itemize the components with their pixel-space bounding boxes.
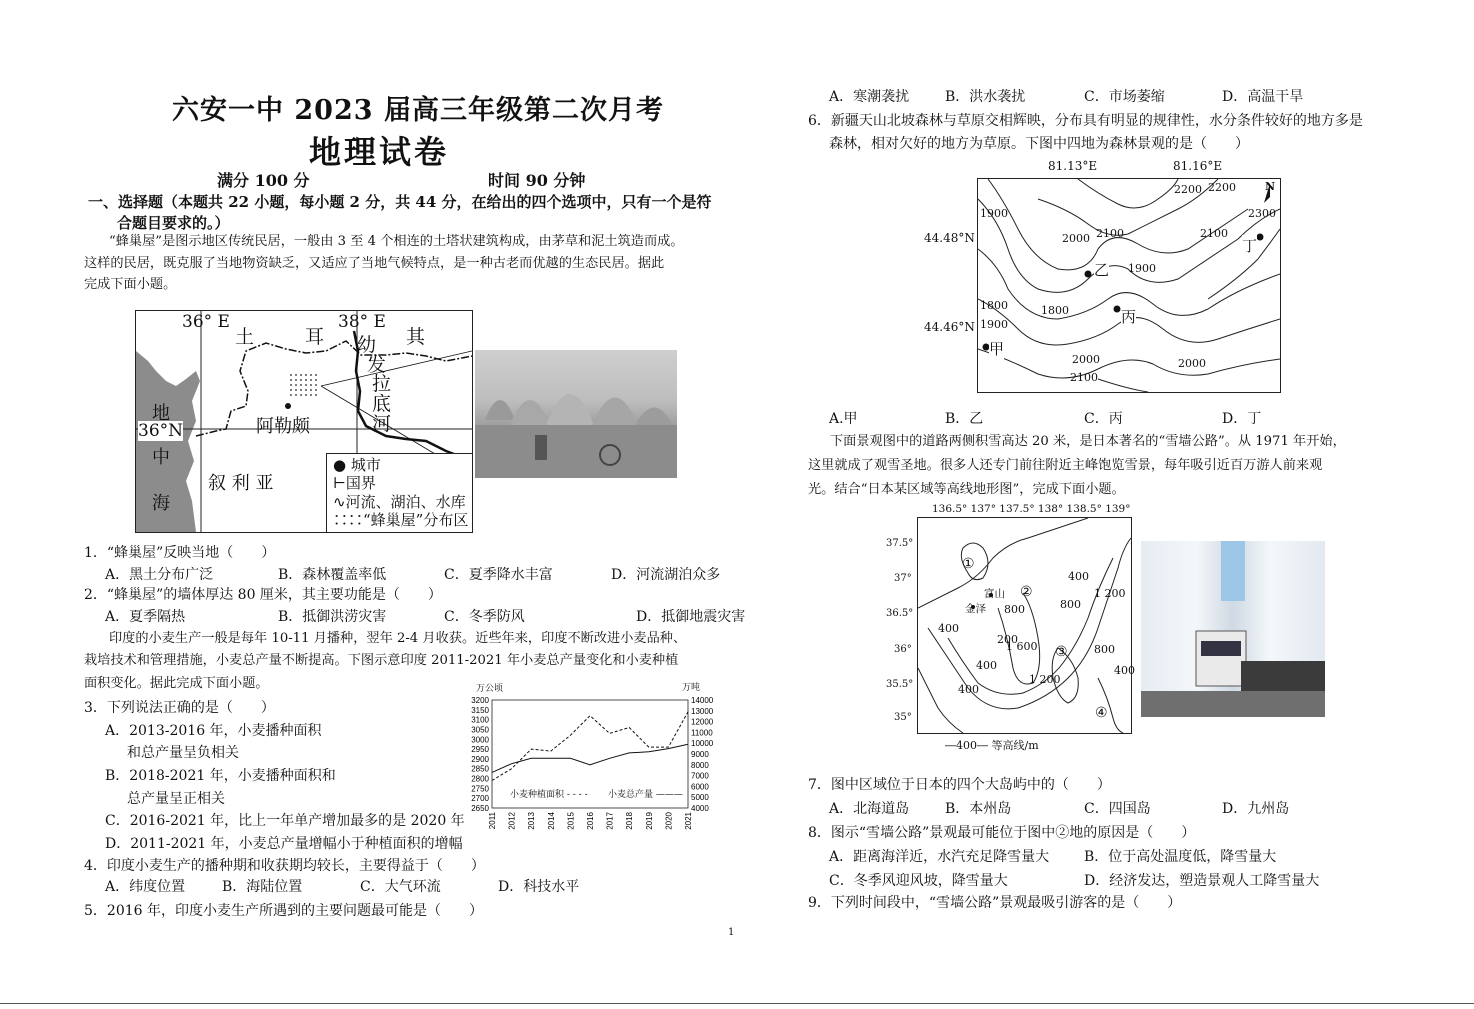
contour-2000-b: 2000: [1072, 353, 1100, 366]
legend-house: ∷∷“蜂巢屋”分布区: [333, 511, 469, 529]
beehive-house-photo: [475, 350, 677, 478]
q2-stem: 2．“蜂巢屋”的墙体厚达 80 厘米，其主要功能是（ ）: [84, 587, 442, 603]
map1-legend: [326, 453, 473, 533]
chart-left-tick: 3000: [471, 735, 489, 745]
passage2-line3: 面积变化。据此完成下面小题。: [84, 676, 269, 691]
q4-option-d[interactable]: D．科技水平: [498, 879, 580, 895]
contour-400-b: 400: [938, 622, 959, 635]
chart-x-tick: 2016: [586, 812, 595, 830]
map2-lat2: 44.46°N: [924, 320, 975, 334]
contour-2000-a: 2000: [1062, 232, 1090, 245]
legend-river: ∿河流、湖泊、水库: [333, 493, 466, 511]
chart-left-tick: 2850: [471, 764, 489, 774]
beehive-distribution-area: [290, 374, 317, 396]
map2-frame: [977, 178, 1281, 393]
q6-option-a[interactable]: A.甲: [829, 411, 858, 427]
q7-option-a[interactable]: A．北海道岛: [829, 801, 910, 817]
label-sea3: 海: [152, 493, 170, 514]
contour-2200-a: 2200: [1174, 183, 1202, 196]
contour-1800-a: 1800: [980, 299, 1008, 312]
chart-left-tick: 2950: [471, 745, 489, 755]
map3-lat-35-5: 35.5°: [886, 679, 914, 690]
label-kanazawa: 金泽: [965, 603, 986, 615]
beehive-house-map: [135, 310, 473, 533]
q3-option-b[interactable]: B．2018-2021 年，小麦播种面积和: [105, 768, 336, 784]
label-syria: 叙 利 亚: [208, 473, 274, 494]
label-fa: 发: [367, 354, 387, 376]
contour-1200-a: 1 200: [1094, 587, 1126, 600]
snow-wall-road-photo: [1141, 541, 1325, 717]
contour-800-c: 800: [1094, 643, 1115, 656]
chart-right-tick: 4000: [691, 804, 709, 813]
label-er: 耳: [305, 326, 325, 348]
contour-2100-c: 2100: [1070, 371, 1098, 384]
chart-right-tick: 10000: [691, 739, 714, 749]
lon-38: 38° E: [338, 312, 386, 332]
label-aleppo: 阿勒颇: [256, 416, 310, 437]
passage2-line1: 印度的小麦生产一般是每年 10-11 月播种，翌年 2-4 月收获。近些年来，印度不断改进小麦品种、: [109, 631, 687, 646]
chart-x-tick: 2011: [488, 812, 497, 830]
north-label: N: [1265, 180, 1276, 193]
q7-option-c[interactable]: C．四国岛: [1084, 801, 1151, 817]
legend-border: ⊢国界: [333, 474, 376, 492]
chart-legend-area: 小麦种植面积 - - - -: [510, 790, 588, 800]
contour-2000-c: 2000: [1178, 357, 1206, 370]
chart-ylabel-left: 万公顷: [476, 684, 504, 694]
legend-city: ● 城市: [333, 456, 381, 474]
chart-right-tick: 5000: [691, 793, 709, 803]
q4-option-c[interactable]: C．大气环流: [360, 879, 441, 895]
chart-left-tick: 3100: [471, 715, 489, 725]
contour-400-a: 400: [1068, 570, 1089, 583]
q1-option-b[interactable]: B．森林覆盖率低: [278, 567, 387, 583]
q5-option-a[interactable]: A．寒潮袭扰: [829, 89, 910, 105]
q6-stem-line2: 森林，相对欠好的地方为草原。下图中四地为森林景观的是（ ）: [829, 136, 1249, 152]
label-bing: 丙: [1121, 308, 1137, 326]
section-heading-cont: 合题目要求的。）: [117, 214, 230, 232]
chart-left-tick: 3200: [471, 696, 489, 705]
national-border: [196, 341, 472, 436]
point-4: ④: [1095, 705, 1108, 721]
label-di: 底: [372, 393, 392, 415]
chart-right-tick: 14000: [691, 696, 714, 705]
chart-right-tick: 13000: [691, 706, 714, 716]
page-number: 1: [728, 927, 735, 938]
map2-lon1: 81.13°E: [1048, 159, 1098, 173]
japan-contour-map: [880, 502, 1135, 752]
series-area-line: [492, 712, 688, 781]
contour-1600: 1 600: [1006, 640, 1038, 653]
q3-option-d[interactable]: D．2011-2021 年，小麦总产量增幅小于种植面积的增幅: [105, 836, 463, 852]
q1-option-a[interactable]: A．黑土分布广泛: [105, 567, 214, 583]
chart-left-tick: 2750: [471, 784, 489, 794]
point-3: ③: [1055, 644, 1068, 660]
q2-option-b[interactable]: B．抵御洪涝灾害: [278, 609, 387, 625]
contour-2100-b: 2100: [1200, 227, 1228, 240]
q7-stem: 7．图中区域位于日本的四个大岛屿中的（ ）: [808, 777, 1111, 793]
q1-stem: 1．“蜂巢屋”反映当地（ ）: [84, 545, 276, 561]
label-he: 河: [372, 413, 392, 435]
q8-option-d[interactable]: D．经济发达，塑造景观人工降雪量大: [1084, 873, 1320, 889]
label-jia: 甲: [989, 340, 1005, 358]
q3-option-b-cont: 总产量呈正相关: [127, 791, 225, 807]
chart-left-tick: 2700: [471, 794, 489, 804]
q2-option-c[interactable]: C．冬季防风: [444, 609, 525, 625]
chart-x-tick: 2018: [625, 812, 635, 830]
contour-1200-b: 1 200: [1029, 673, 1061, 686]
q7-option-b[interactable]: B．本州岛: [945, 801, 1012, 817]
chart-right-tick: 12000: [691, 717, 714, 727]
map2-lon2: 81.16°E: [1173, 159, 1223, 173]
chart-right-tick: 6000: [691, 782, 709, 792]
contour-400-d: 400: [958, 683, 979, 696]
q4-option-b[interactable]: B．海陆位置: [222, 879, 303, 895]
q8-option-b[interactable]: B．位于高处温度低，降雪量大: [1084, 849, 1277, 865]
contour-1900-c: 1900: [980, 318, 1008, 331]
label-toyama: 富山: [984, 588, 1005, 600]
contour-200: 200: [997, 633, 1018, 646]
label-sea1: 地: [152, 403, 170, 424]
q5-option-d[interactable]: D．高温干旱: [1222, 89, 1304, 105]
q5-option-b[interactable]: B．洪水袭扰: [945, 89, 1026, 105]
label-sea2: 中: [152, 447, 170, 468]
map3-lat-37-5: 37.5°: [886, 538, 914, 549]
contour-800-a: 800: [1060, 598, 1081, 611]
label-qi: 其: [406, 326, 426, 348]
contour-1900-a: 1900: [980, 207, 1008, 220]
point-2: ②: [1020, 584, 1033, 600]
chart-ylabel-right: 万吨: [682, 683, 701, 693]
q6-option-c[interactable]: C．丙: [1084, 411, 1123, 427]
q3-option-c[interactable]: C．2016-2021 年，比上一年单产增加最多的是 2020 年: [105, 813, 465, 829]
chart-left-tick: 3050: [471, 725, 489, 735]
map3-lat-36-5: 36.5°: [886, 608, 914, 619]
chart-right-tick: 8000: [691, 760, 709, 770]
passage3-line3: 光。结合“日本某区域等高线地形图”，完成下面小题。: [808, 482, 1125, 497]
passage1-line3: 完成下面小题。: [84, 277, 177, 292]
exam-title: 六安一中 2023 届高三年级第二次月考: [172, 95, 664, 126]
map3-lat-35: 35°: [894, 712, 912, 723]
contour-800-b: 800: [1004, 603, 1025, 616]
chart-x-tick: 2019: [644, 812, 654, 830]
contour-2100-a: 2100: [1096, 227, 1124, 240]
chart-x-tick: 2015: [566, 812, 576, 830]
q6-stem-line1: 6．新疆天山北坡森林与草原交相辉映，分布具有明显的规律性，水分条件较好的地方多是: [808, 113, 1363, 129]
passage3-line2: 这里就成了观雪圣地。很多人还专门前往附近主峰饱览雪景，每年吸引近百万游人前来观: [808, 458, 1323, 473]
label-you: 幼: [357, 334, 377, 356]
q1-option-c[interactable]: C．夏季降水丰富: [444, 567, 553, 583]
q5-stem: 5．2016 年，印度小麦生产所遇到的主要问题最可能是（ ）: [84, 903, 483, 919]
q8-option-c[interactable]: C．冬季风迎风坡，降雪量大: [829, 873, 1008, 889]
q8-option-a[interactable]: A．距离海洋近，水汽充足降雪量大: [829, 849, 1050, 865]
lon-36: 36° E: [182, 312, 230, 332]
label-la: 拉: [372, 373, 392, 395]
wheat-chart-svg: [460, 680, 722, 840]
chart-x-tick: 2014: [546, 812, 556, 830]
chart-legend-production: 小麦总产量 ———: [608, 790, 683, 800]
q3-option-a[interactable]: A．2013-2016 年，小麦播种面积: [105, 723, 322, 739]
map3-lon-ticks: 136.5° 137° 137.5° 138° 138.5° 139°: [932, 503, 1131, 515]
q8-stem: 8．图示“雪墙公路”景观最可能位于图中②地的原因是（ ）: [808, 825, 1196, 841]
map3-frame: [917, 517, 1135, 734]
q3-option-a-cont: 和总产量呈负相关: [127, 745, 239, 761]
chart-left-tick: 2800: [471, 774, 489, 784]
chart-right-tick: 9000: [691, 750, 709, 759]
q4-option-a[interactable]: A．纬度位置: [105, 879, 186, 895]
q7-option-d[interactable]: D．九州岛: [1222, 801, 1290, 817]
passage2-line2: 栽培技术和管理措施，小麦总产量不断提高。下图示意印度 2011-2021 年小麦总产量变化和小麦种植: [84, 653, 679, 668]
q1-option-d[interactable]: D．河流湖泊众多: [611, 567, 721, 583]
q2-option-d[interactable]: D．抵御地震灾害: [636, 609, 746, 625]
chart-x-tick: 2017: [605, 812, 615, 830]
wheat-chart: [460, 680, 722, 840]
point-ding-dot: [1257, 234, 1264, 241]
exam-time: 时间 90 分钟: [488, 171, 586, 190]
section-heading: 一、选择题（本题共 22 小题，每小题 2 分，共 44 分，在给出的四个选项中，只有一个是符: [88, 193, 712, 211]
map3-legend: ―400― 等高线/m: [945, 739, 1039, 752]
label-yi: 乙: [1094, 261, 1110, 279]
tianshan-contour-map: [920, 158, 1285, 398]
chart-left-tick: 2650: [471, 804, 489, 813]
map3-lat-37: 37°: [894, 573, 912, 584]
q4-stem: 4．印度小麦生产的播种期和收获期均较长，主要得益于（ ）: [84, 858, 485, 874]
chart-x-tick: 2020: [664, 812, 674, 830]
passage1-line2: 这样的民居，既克服了当地物资缺乏，又适应了当地气候特点，是一种古老而优越的生态民居。据此: [84, 256, 665, 271]
contour-1800-b: 1800: [1041, 304, 1069, 317]
map2-lat1: 44.48°N: [924, 231, 975, 245]
chart-x-tick: 2021: [684, 812, 693, 830]
contour-400-e: 400: [1114, 664, 1135, 677]
q6-option-b[interactable]: B．乙: [945, 411, 984, 427]
page-bottom-rule: [0, 1003, 1474, 1004]
label-tu: 土: [235, 326, 255, 348]
q9-stem: 9．下列时间段中，“雪墙公路”景观最吸引游客的是（ ）: [808, 895, 1182, 911]
contour-2300: 2300: [1248, 207, 1276, 220]
full-score: 满分 100 分: [217, 171, 310, 190]
q3-stem: 3．下列说法正确的是（ ）: [84, 700, 275, 716]
point-bing-dot: [1114, 306, 1121, 313]
subject-title: 地理试卷: [309, 133, 450, 171]
contour-1900-b: 1900: [1128, 262, 1156, 275]
map3-lat-36: 36°: [894, 644, 912, 655]
label-ding: 丁: [1242, 237, 1258, 255]
chart-left-tick: 3150: [471, 705, 489, 715]
chart-x-tick: 2013: [527, 812, 537, 830]
q5-option-c[interactable]: C．市场萎缩: [1084, 89, 1165, 105]
point-yi-dot: [1085, 271, 1092, 278]
contour-400-c: 400: [976, 659, 997, 672]
chart-x-tick: 2012: [507, 812, 517, 830]
aleppo-city-dot: [285, 403, 291, 409]
passage1-line1: “蜂巢屋”是图示地区传统民居，一般由 3 至 4 个相连的土塔状建筑构成，由茅草和泥土筑造而成。: [109, 234, 684, 249]
point-1: ①: [962, 556, 975, 572]
chart-right-tick: 7000: [691, 771, 709, 781]
lat-36: 36°N: [138, 421, 184, 441]
contour-2200-b: 2200: [1208, 181, 1236, 194]
chart-left-tick: 2900: [471, 754, 489, 764]
q6-option-d[interactable]: D．丁: [1222, 411, 1262, 427]
chart-right-tick: 11000: [691, 728, 713, 738]
passage3-line1: 下面景观图中的道路两侧积雪高达 20 米，是日本著名的“雪墙公路”。从 1971 年开始，: [830, 434, 1346, 449]
q2-option-a[interactable]: A．夏季隔热: [105, 609, 186, 625]
